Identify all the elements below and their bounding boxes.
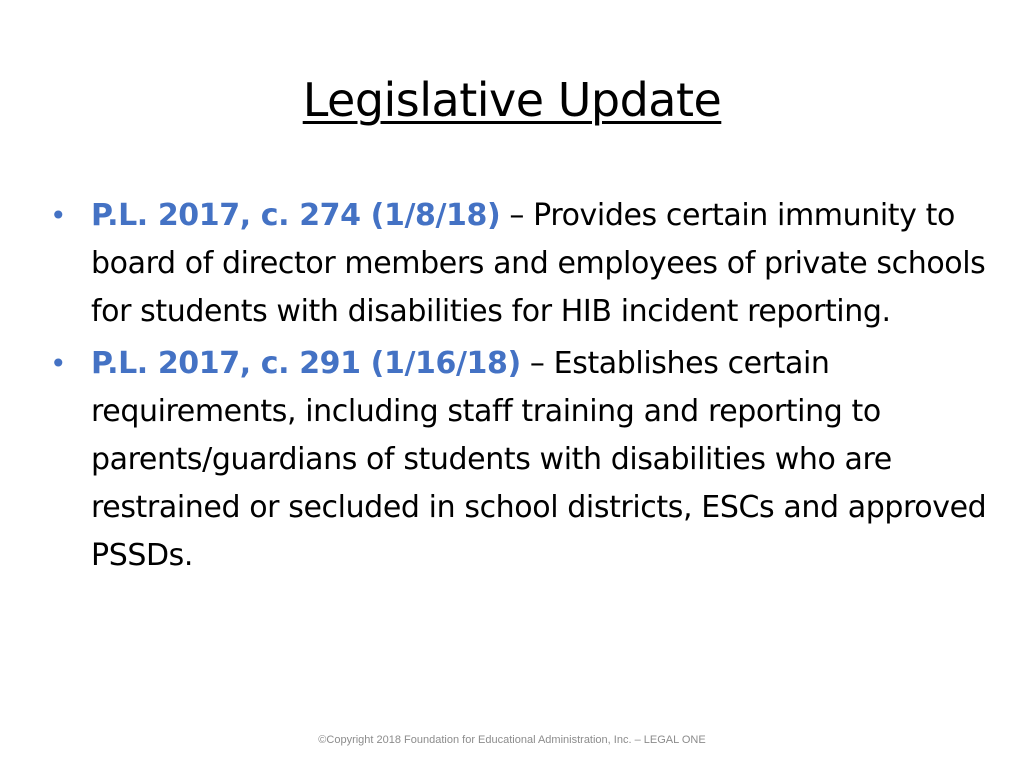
bullet-text: – Provides certain immunity to board of director members and employees of private schools for students with disabilities for HIB incident reporting. xyxy=(91,198,986,329)
copyright-footer: ©Copyright 2018 Foundation for Educational Administration, Inc. – LEGAL ONE xyxy=(318,734,706,746)
bullet-icon: • xyxy=(50,199,67,232)
bullet-item xyxy=(50,192,1000,336)
bullet-citation: P.L. 2017, c. 291 (1/16/18) xyxy=(91,346,521,381)
bullet-citation: P.L. 2017, c. 274 (1/8/18) xyxy=(91,198,501,233)
bullet-icon: • xyxy=(50,347,67,380)
bullet-list xyxy=(50,192,1000,584)
slide-title: Legislative Update xyxy=(302,73,722,127)
bullet-text: – Establishes certain requirements, including staff training and reporting to parents/guardians of students with disabilities who are restrained or secluded in school districts, ESCs and approved PSSDs. xyxy=(91,346,987,573)
bullet-item xyxy=(50,340,1000,580)
